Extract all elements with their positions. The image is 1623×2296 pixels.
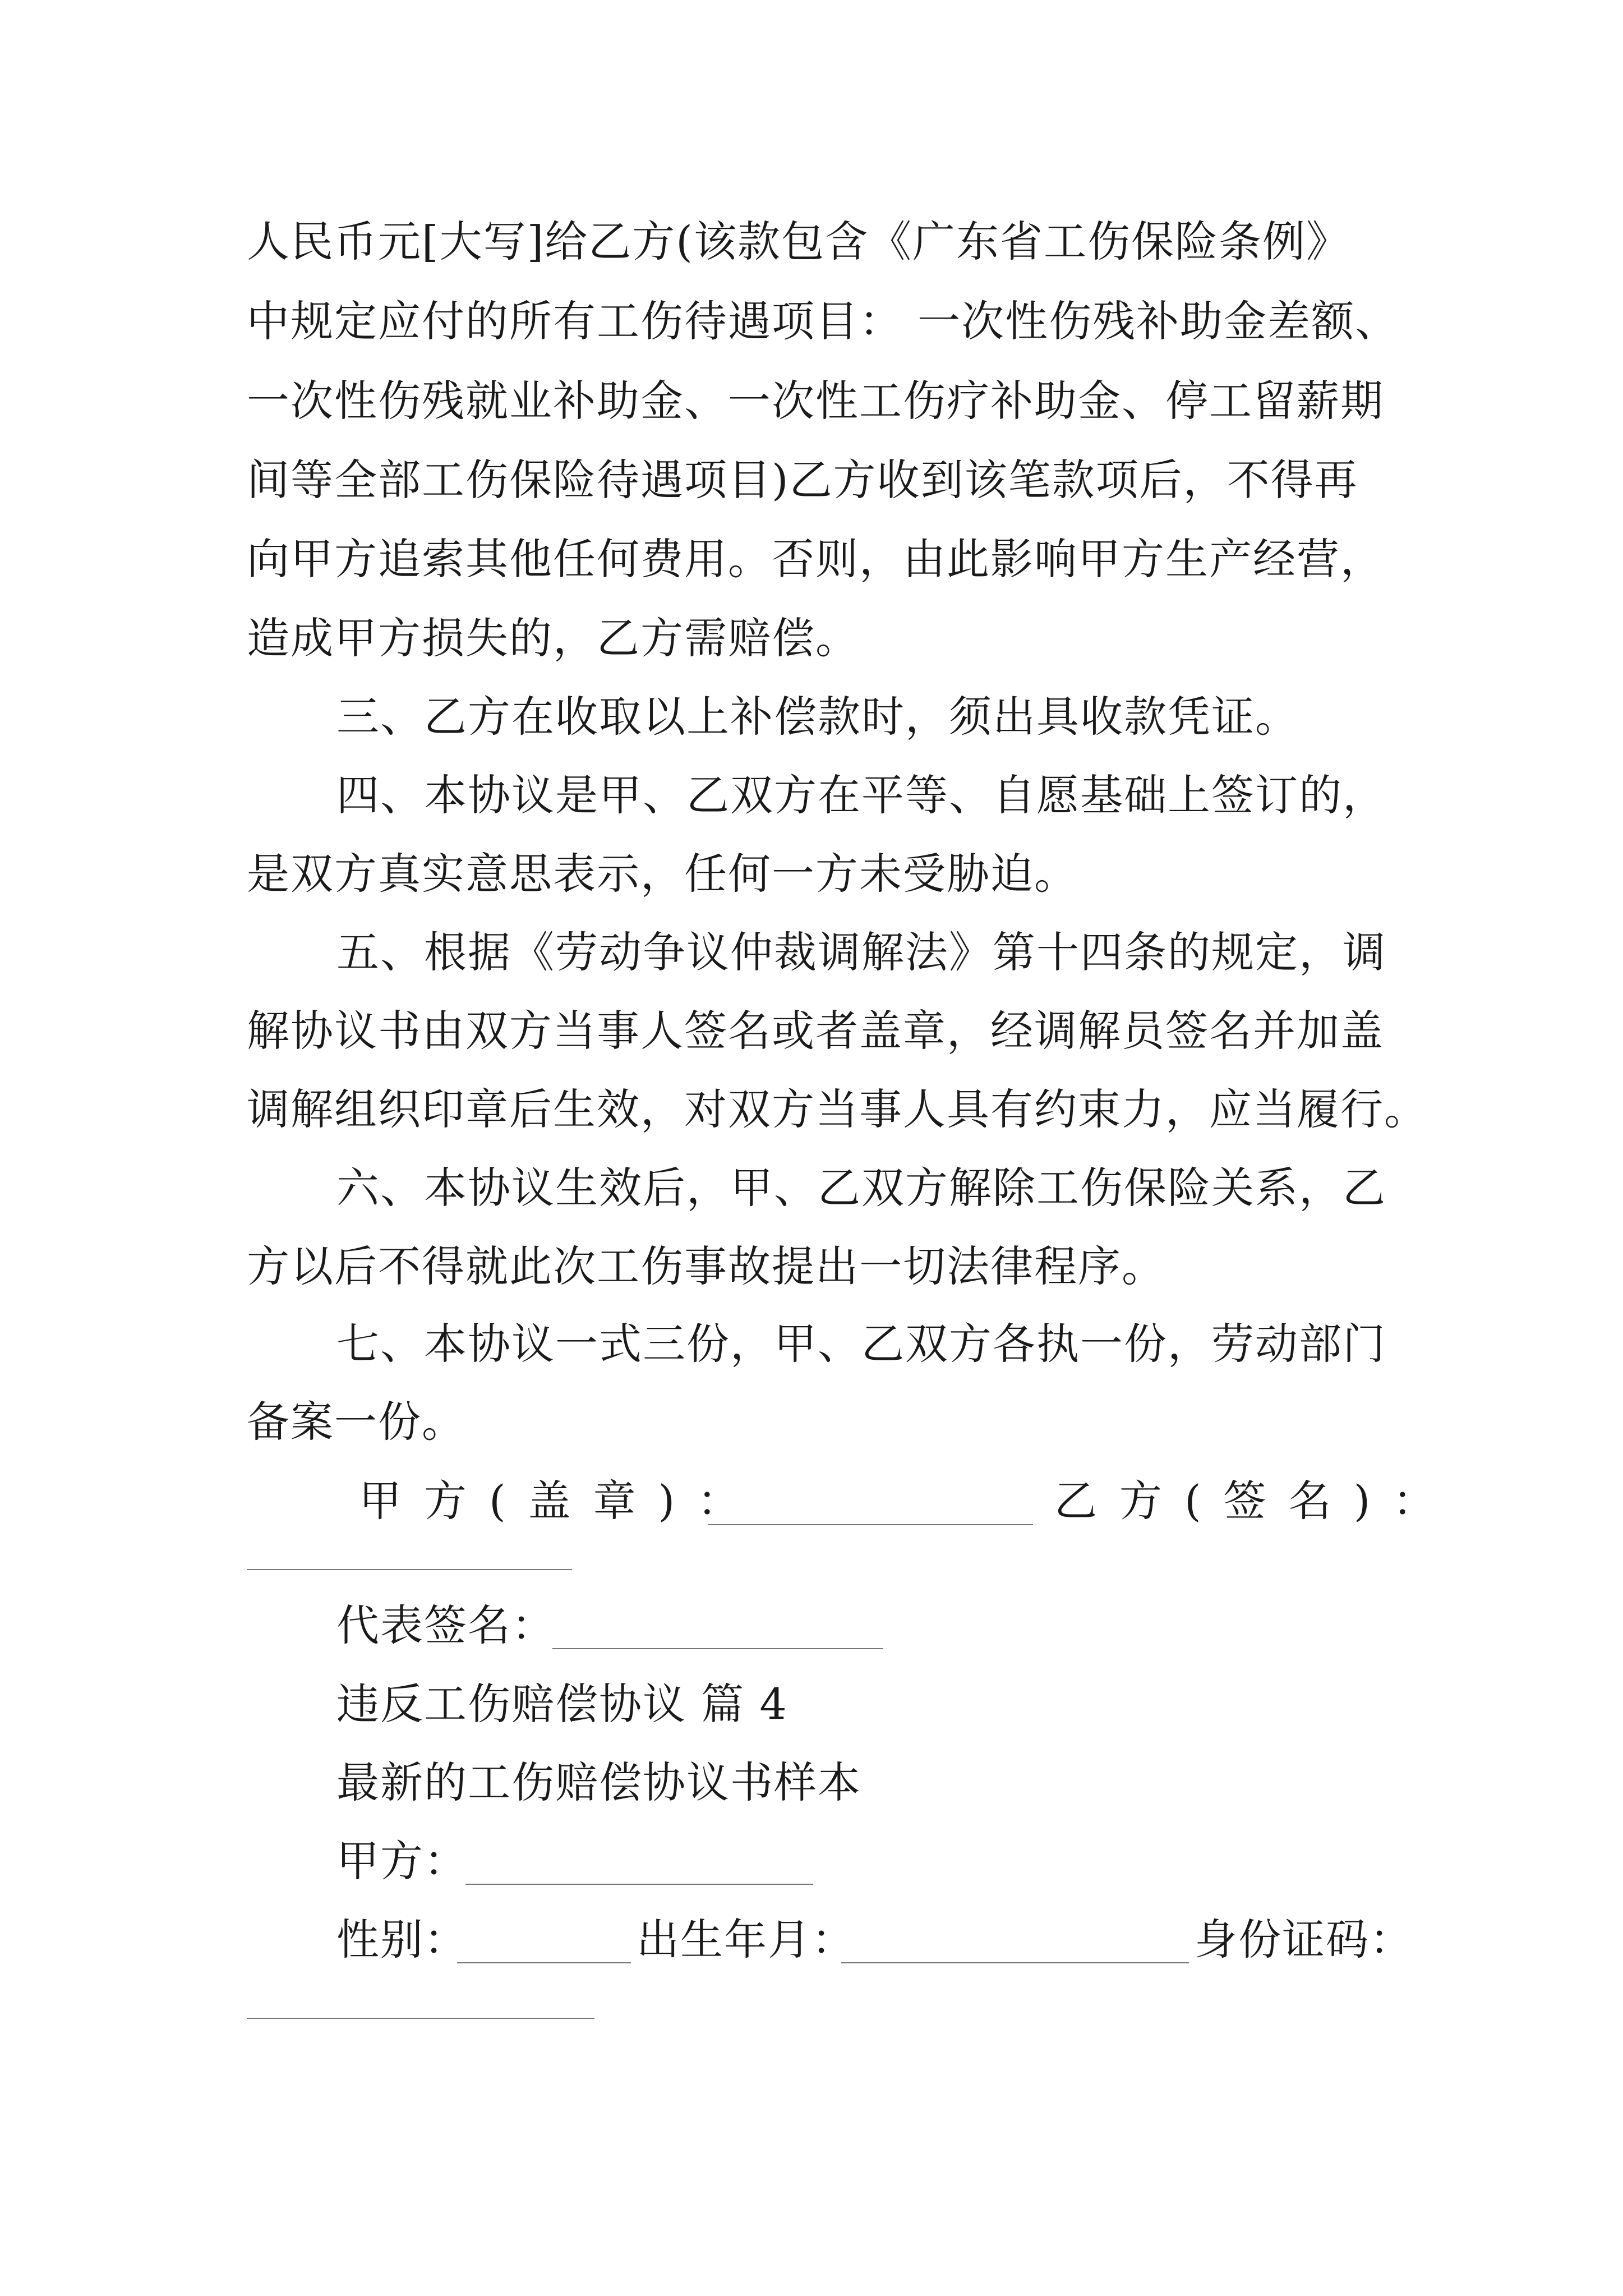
body-line-4: 间等全部工伤保险待遇项目)乙方收到该笔款项后，不得再	[247, 455, 1358, 505]
clause-7-line-1: 七、本协议一式三份，甲、乙双方各执一份，劳动部门	[336, 1319, 1386, 1369]
clause-7-line-2: 备案一份。	[247, 1397, 465, 1447]
body-line-6: 造成甲方损失的，乙方需赔偿。	[247, 613, 859, 663]
party-a-label: 甲方：	[336, 1836, 468, 1886]
party-a-blank[interactable]	[465, 1884, 813, 1885]
birth-blank[interactable]	[841, 1962, 1189, 1963]
gender-label: 性别：	[336, 1915, 468, 1964]
gender-blank[interactable]	[457, 1962, 631, 1963]
party-b-sign-label: 乙方(签名)：	[1054, 1476, 1458, 1526]
rep-sign-label: 代表签名：	[336, 1600, 555, 1650]
doc-title: 最新的工伤赔偿协议书样本	[336, 1757, 861, 1807]
section-title: 违反工伤赔偿协议 篇 4	[336, 1679, 788, 1729]
clause-4-line-2: 是双方真实意思表示，任何一方未受胁迫。	[247, 849, 1078, 899]
clause-3: 三、乙方在收取以上补偿款时，须出具收款凭证。	[336, 692, 1299, 742]
party-a-seal-label: 甲方(盖章)：	[359, 1476, 763, 1526]
body-line-1: 人民币元[大写]给乙方(该款包含《广东省工伤保险条例》	[247, 217, 1350, 266]
clause-4-line-1: 四、本协议是甲、乙双方在平等、自愿基础上签订的，	[336, 770, 1386, 820]
body-line-3: 一次性伤残就业补助金、一次性工伤疗补助金、停工留薪期	[247, 376, 1384, 426]
party-a-seal-blank[interactable]	[708, 1524, 1033, 1525]
id-label: 身份证码：	[1195, 1915, 1413, 1964]
body-line-2: 中规定应付的所有工伤待遇项目： 一次性伤残补助金差额、	[247, 296, 1399, 346]
clause-6-line-2: 方以后不得就此次工伤事故提出一切法律程序。	[247, 1241, 1165, 1291]
clause-6-line-1: 六、本协议生效后，甲、乙双方解除工伤保险关系，乙	[336, 1163, 1386, 1213]
party-b-sign-blank[interactable]	[247, 1569, 572, 1570]
body-line-5: 向甲方追索其他任何费用。否则，由此影响甲方生产经营，	[247, 534, 1384, 584]
birth-label: 出生年月：	[637, 1915, 855, 1964]
rep-sign-blank[interactable]	[552, 1648, 883, 1649]
clause-5-line-2: 解协议书由双方当事人签名或者盖章，经调解员签名并加盖	[247, 1006, 1384, 1056]
clause-5-line-3: 调解组织印章后生效，对双方当事人具有约束力，应当履行。	[247, 1084, 1428, 1134]
clause-5-line-1: 五、根据《劳动争议仲裁调解法》第十四条的规定，调	[336, 927, 1386, 977]
id-blank[interactable]	[247, 2018, 594, 2019]
